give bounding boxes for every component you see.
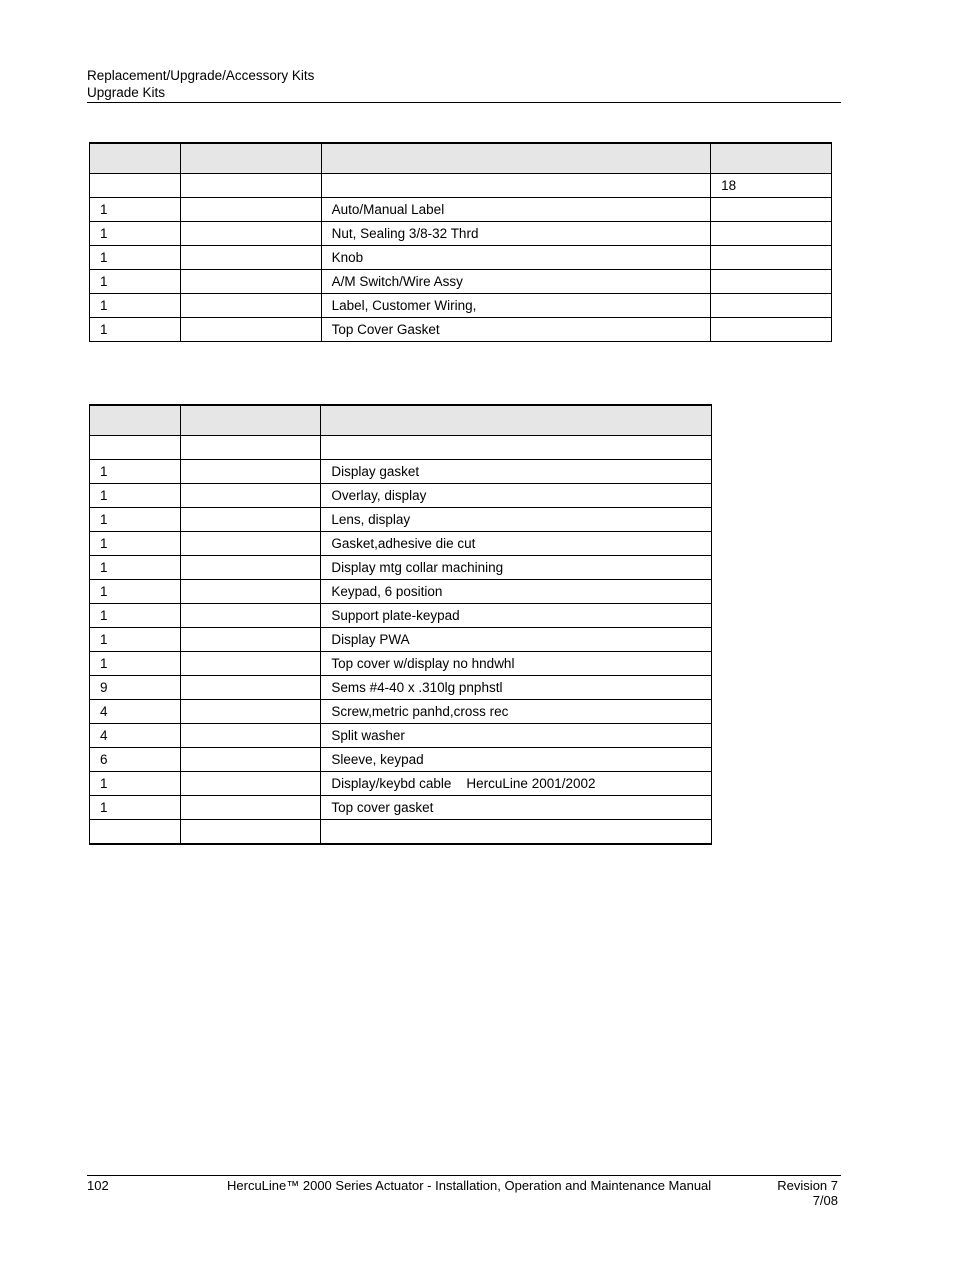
table-row <box>90 532 712 556</box>
table-row <box>90 318 832 342</box>
manual-title: HercuLine™ 2000 Series Actuator - Installation, Operation and Maintenance Manual <box>227 1178 712 1193</box>
table-cell: 1 <box>90 508 181 532</box>
table-row <box>90 748 712 772</box>
table-cell: Display/keybd cable HercuLine 2001/2002 <box>321 772 712 796</box>
table-row <box>90 652 712 676</box>
table-cell: 1 <box>90 628 181 652</box>
table-cell: Top cover w/display no hndwhl <box>321 652 712 676</box>
column-header <box>711 143 832 174</box>
table-cell <box>180 748 321 772</box>
table-cell <box>180 484 321 508</box>
table-cell <box>180 724 321 748</box>
table-cell: 1 <box>90 270 181 294</box>
column-header <box>90 143 181 174</box>
footer-divider <box>87 1175 841 1176</box>
table-cell: 1 <box>90 580 181 604</box>
table-cell <box>180 508 321 532</box>
table-cell: 18 <box>711 174 832 198</box>
table-cell <box>180 820 321 845</box>
table-cell: 1 <box>90 318 181 342</box>
table-row <box>90 174 832 198</box>
kit-parts-table-2 <box>89 404 712 845</box>
table-cell: 1 <box>90 246 181 270</box>
table-cell: Auto/Manual Label <box>321 198 711 222</box>
table-cell: 1 <box>90 460 181 484</box>
table-cell <box>180 628 321 652</box>
table-cell: Top Cover Gasket <box>321 318 711 342</box>
table-cell <box>180 294 321 318</box>
column-header <box>90 405 181 436</box>
table-cell: Keypad, 6 position <box>321 580 712 604</box>
table-cell <box>180 580 321 604</box>
table-row <box>90 724 712 748</box>
table-cell <box>180 246 321 270</box>
table-cell: Lens, display <box>321 508 712 532</box>
table-cell <box>711 294 832 318</box>
table-row <box>90 700 712 724</box>
table-row <box>90 246 832 270</box>
table-row <box>90 580 712 604</box>
table-cell: Overlay, display <box>321 484 712 508</box>
table-cell <box>711 198 832 222</box>
header-subsection: Upgrade Kits <box>87 85 166 100</box>
table-cell <box>180 676 321 700</box>
table-cell: Display PWA <box>321 628 712 652</box>
table-cell <box>180 652 321 676</box>
table-cell <box>180 460 321 484</box>
table-cell: 1 <box>90 294 181 318</box>
column-header <box>180 143 321 174</box>
table-cell <box>711 222 832 246</box>
table-row <box>90 436 712 460</box>
table-cell <box>711 270 832 294</box>
table-cell: 6 <box>90 748 181 772</box>
table-cell <box>180 772 321 796</box>
table-cell: 9 <box>90 676 181 700</box>
table-row <box>90 484 712 508</box>
table-cell: 4 <box>90 700 181 724</box>
header-divider <box>87 102 841 103</box>
table-row <box>90 676 712 700</box>
table-row <box>90 198 832 222</box>
table-cell: 1 <box>90 222 181 246</box>
table-cell <box>711 318 832 342</box>
table-cell <box>180 270 321 294</box>
column-header <box>180 405 321 436</box>
table-row <box>90 796 712 820</box>
table-cell <box>711 246 832 270</box>
table-cell: Screw,metric panhd,cross rec <box>321 700 712 724</box>
page-number: 102 <box>87 1178 109 1193</box>
table-cell: Label, Customer Wiring, <box>321 294 711 318</box>
table-cell <box>180 604 321 628</box>
table-cell: Support plate-keypad <box>321 604 712 628</box>
table-cell <box>180 532 321 556</box>
table-cell: 1 <box>90 484 181 508</box>
table-cell: 1 <box>90 556 181 580</box>
header-section: Replacement/Upgrade/Accessory Kits <box>87 68 315 83</box>
table-cell: Top cover gasket <box>321 796 712 820</box>
table-cell <box>180 796 321 820</box>
table-cell <box>180 556 321 580</box>
revision-info <box>777 1178 838 1208</box>
column-header <box>321 143 711 174</box>
table-cell <box>180 318 321 342</box>
revision: Revision 7 <box>777 1178 838 1193</box>
table-cell <box>321 820 712 845</box>
table-cell <box>180 174 321 198</box>
table-row <box>90 820 712 845</box>
table-cell <box>90 820 181 845</box>
table-cell <box>180 700 321 724</box>
table-cell <box>321 436 712 460</box>
table-cell: Nut, Sealing 3/8-32 Thrd <box>321 222 711 246</box>
revision-date: 7/08 <box>812 1193 838 1208</box>
table-row <box>90 460 712 484</box>
table-cell <box>321 174 711 198</box>
table-cell: 1 <box>90 652 181 676</box>
table-cell: 1 <box>90 198 181 222</box>
table-cell <box>90 174 181 198</box>
table-cell: Display gasket <box>321 460 712 484</box>
table-cell <box>180 222 321 246</box>
table-cell: 1 <box>90 796 181 820</box>
table-cell: Sems #4-40 x .310lg pnphstl <box>321 676 712 700</box>
table-header-row <box>90 405 712 436</box>
table-row <box>90 556 712 580</box>
table-row <box>90 604 712 628</box>
table-cell: Sleeve, keypad <box>321 748 712 772</box>
table-cell <box>90 436 181 460</box>
table-cell: Split washer <box>321 724 712 748</box>
table-row <box>90 222 832 246</box>
table-cell: Display mtg collar machining <box>321 556 712 580</box>
table-header-row <box>90 143 832 174</box>
table-cell: 4 <box>90 724 181 748</box>
table-cell: 1 <box>90 604 181 628</box>
page-header <box>87 67 314 101</box>
table-cell: 1 <box>90 772 181 796</box>
table-row <box>90 294 832 318</box>
kit-parts-table-1 <box>89 142 832 342</box>
table-row <box>90 628 712 652</box>
table-row <box>90 772 712 796</box>
table-row <box>90 508 712 532</box>
table-cell <box>180 198 321 222</box>
table-cell: Knob <box>321 246 711 270</box>
table-cell: A/M Switch/Wire Assy <box>321 270 711 294</box>
table-row <box>90 270 832 294</box>
column-header <box>321 405 712 436</box>
table-cell: Gasket,adhesive die cut <box>321 532 712 556</box>
table-cell <box>180 436 321 460</box>
table-cell: 1 <box>90 532 181 556</box>
